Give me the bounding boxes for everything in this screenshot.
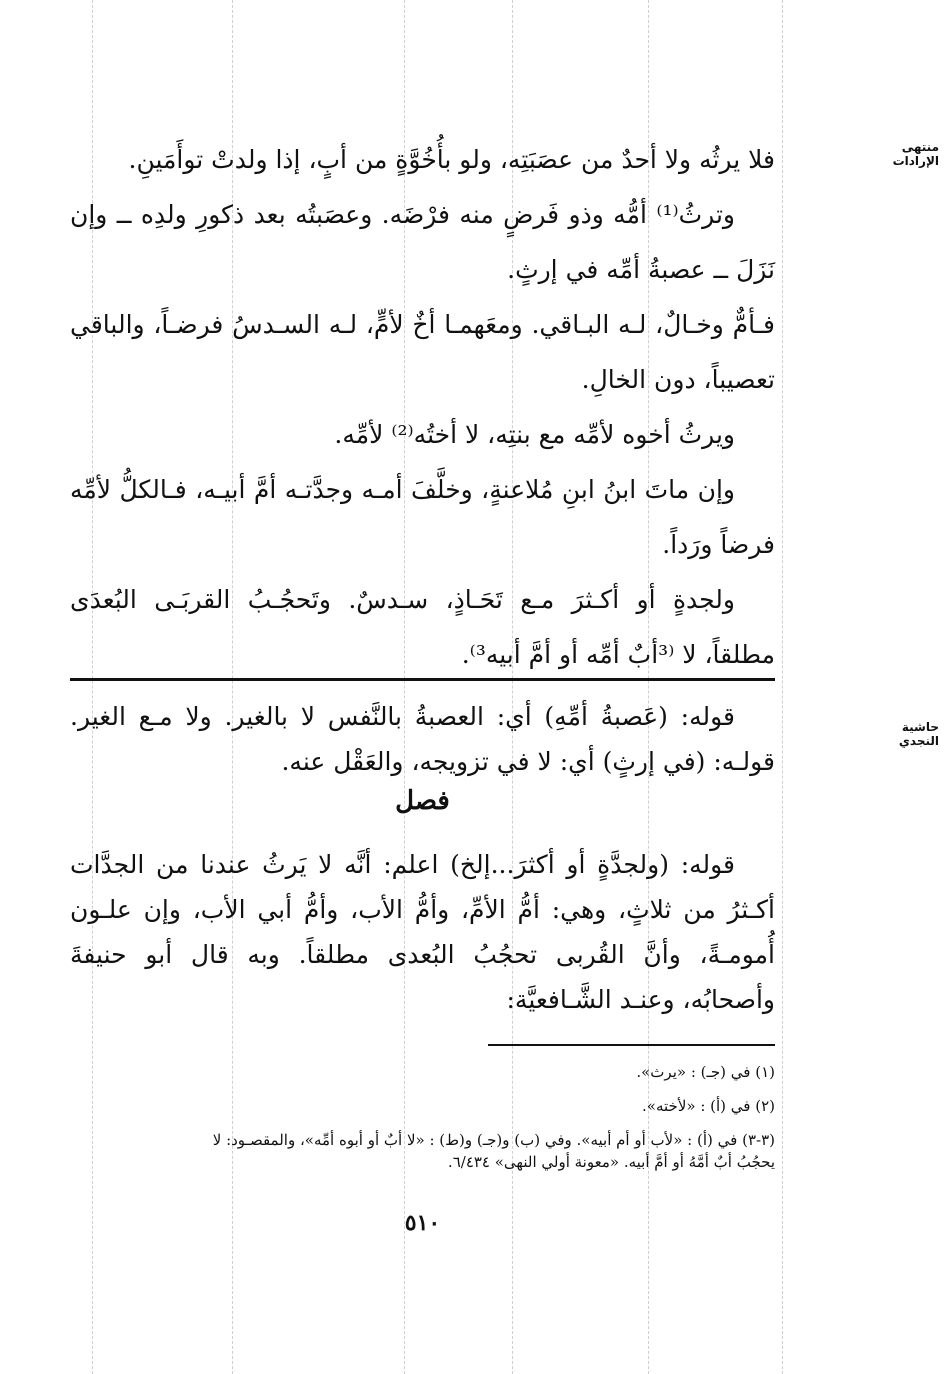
commentary-paragraph: قوله: (عَصبةُ أمِّهِ) أي: العصبةُ بالنَّفس لا بالغير. ولا مـع الغير. قولـه: (في إرثٍ) أي: لا في تزويجه، والعَقْل عنه. <box>70 702 775 776</box>
footnote-separator <box>488 1044 775 1046</box>
main-paragraph: فـأمٌّ وخـالٌ، لـه البـاقي. ومعَهمـا أخٌ لأمٍّ، لـه السـدسُ فرضـاً، والباقي تعصيباً، دون الخالِ. <box>70 310 775 394</box>
commentary-text <box>70 842 775 1022</box>
main-paragraph: وترثُ⁽¹⁾ أمُّه وذو فَرضٍ منه فرْضَه. وعصَبتُه بعد ذكورِ ولدِه ــ وإن نَزَلَ ــ عصبةُ أمِّه في إرثٍ. <box>70 200 775 284</box>
scan-guide-line <box>782 0 783 1374</box>
main-paragraph: ولجدةٍ أو أكـثرَ مـع تَحَـاذٍ، سـدسٌ. وتَحجُـبُ القربَـى البُعدَى مطلقاً، لا ⁽³أبٌ أمِّه أو أمَّ أبيه³⁾. <box>70 585 775 669</box>
section-title: فصل <box>395 786 450 816</box>
commentary-text <box>70 694 775 784</box>
footnote: (٢) في (أ) : «لأخته». <box>642 1097 775 1115</box>
footnotes <box>70 1055 775 1173</box>
main-paragraph: ويرثُ أخوه لأمِّه مع بنتِه، لا أختُه⁽²⁾ لأمِّه. <box>334 420 735 449</box>
commentary-paragraph: قوله: (ولجدَّةٍ أو أكثرَ...إلخ) اعلم: أنَّه لا يَرثُ عندنا من الجدَّات أكـثرُ من ثلاثٍ، وهي: أمُّ الأمِّ، وأمُّ الأب، وأمُّ أبي الأب، وإن علـون أُمومـةً، وأنَّ القُربى تحجُبُ البُعدى مطلقاً. وبه قال أبو حنيفةَ وأصحابُه، وعنـد الشَّـافعيَّة: <box>70 850 775 1014</box>
main-paragraph: وإن ماتَ ابنُ ابنِ مُلاعنةٍ، وخلَّفَ أمـه وجدَّتـه أمَّ أبيـه، فـالكلُّ لأمِّه فرضاً ورَداً. <box>70 475 775 559</box>
footnote: (١) في (جـ) : «يرث». <box>636 1063 775 1081</box>
footnote: يحجُبُ أبٌ أمَّهُ أو أمَّ أبيه. «معونة أولي النهى» ٦/٤٣٤. <box>447 1153 775 1171</box>
commentary-separator <box>70 678 775 681</box>
margin-label-commentary: حاشية النجدي <box>898 720 939 748</box>
footnote: (٣-٣) في (أ) : «لأب أو أم أبيه». وفي (ب) و(جـ) و(ط) : «لا أبٌ أو أبوه أمِّه»، والمقصـود: لا <box>212 1131 775 1149</box>
main-text <box>70 132 775 682</box>
page-number: ٥١٠ <box>404 1210 441 1236</box>
margin-label-book-title: منتهى الإرادات <box>892 140 939 168</box>
main-paragraph: فلا يرثُه ولا أحدٌ من عصَبَتِه، ولو بأُخُوَّةٍ من أبٍ، إذا ولدتْ توأَمَينِ. <box>128 145 775 174</box>
